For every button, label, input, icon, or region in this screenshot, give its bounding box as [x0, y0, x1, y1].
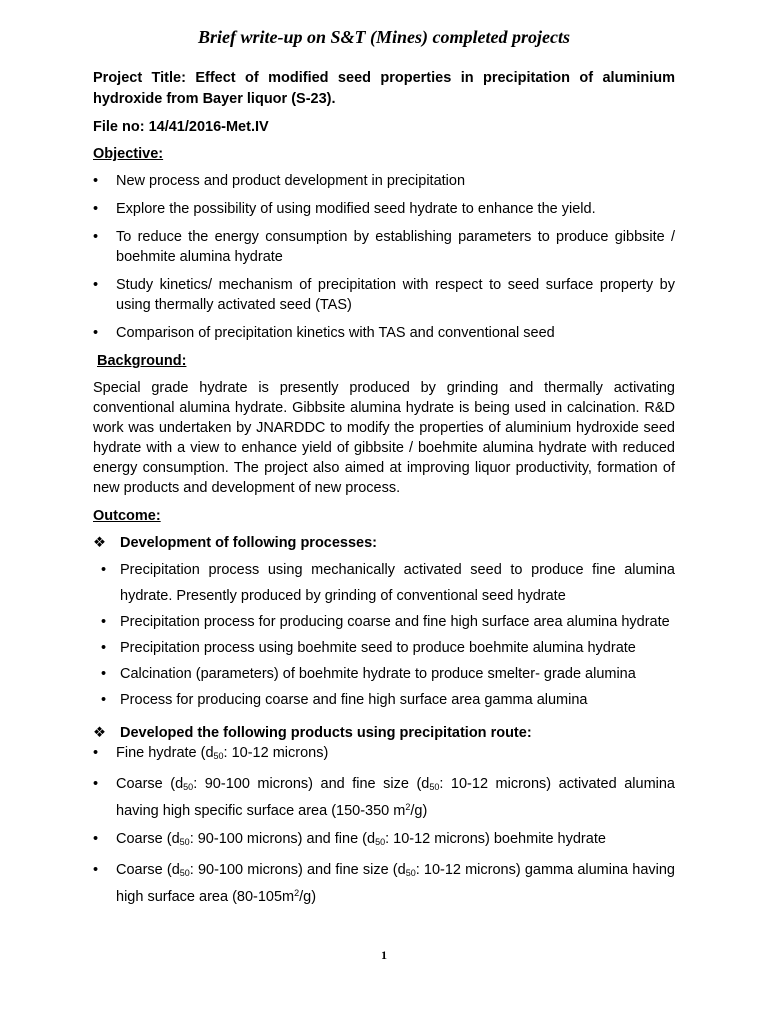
bullet-icon: • — [93, 229, 99, 245]
bullet-icon: • — [93, 831, 99, 847]
list-item: • Coarse ($d_{50}$: 90-100 microns) and fine size ($d_{50}$: 10-12 microns) gamma alumina having high surface area $(80-105m^2/g)$ — [93, 862, 675, 905]
processes-heading: ❖ Development of following processes: — [93, 535, 378, 551]
bullet-icon: • — [93, 325, 99, 341]
list-item: • Precipitation process using mechanically activated seed to produce fine alumina hydrate. Presently produced by grinding of conventional seed hydrate — [93, 557, 675, 609]
bullet-icon: • — [101, 562, 107, 578]
outcome-heading: Outcome: — [93, 508, 161, 524]
file-number: File no: 14/41/2016-Met.IV — [93, 119, 269, 135]
processes-list — [93, 557, 675, 713]
list-item: • Comparison of precipitation kinetics with TAS and conventional seed — [93, 325, 555, 341]
list-item: • Study kinetics/ mechanism of precipitation with respect to seed surface property by using thermally activated seed (TAS) — [93, 277, 675, 313]
bullet-icon: • — [93, 173, 99, 189]
list-item: • Calcination (parameters) of boehmite hydrate to produce smelter- grade alumina — [93, 661, 675, 687]
page-number: 1 — [381, 948, 387, 962]
bullet-icon: • — [93, 776, 99, 792]
bullet-icon: • — [101, 666, 107, 682]
background-heading: Background: — [97, 353, 187, 369]
list-item: • Process for producing coarse and fine high surface area gamma alumina — [93, 687, 675, 713]
list-item: • Explore the possibility of using modified seed hydrate to enhance the yield. — [93, 201, 596, 217]
objective-heading: Objective: — [93, 146, 164, 162]
list-item: • Precipitation process for producing coarse and fine high surface area alumina hydrate — [93, 609, 675, 635]
objective-list — [93, 171, 675, 343]
diamond-bullet-icon: ❖ — [93, 535, 106, 551]
document-body — [93, 68, 675, 907]
background-text: Special grade hydrate is presently produced by grinding and thermally activating conventional alumina hydrate. Gibbsite alumina hydrate is being used in calcination. R&D work was undertaken by JNARDDC to modify the properties of aluminium hydroxide seed hydrate with a view to enhance yield of gibbsite / boehmite alumina hydrate with reduced energy consumption. The project also aimed at improving liquor productivity, formation of new products and development of new process. — [93, 380, 675, 496]
bullet-icon: • — [93, 201, 99, 217]
list-item: • Precipitation process using boehmite seed to produce boehmite alumina hydrate — [93, 635, 675, 661]
list-item: • Fine hydrate ($d_{50}$: 10-12 microns) — [93, 745, 329, 761]
list-item: • New process and product development in precipitation — [93, 173, 466, 189]
bullet-icon: • — [101, 640, 107, 656]
list-item: • Coarse ($d_{50}$: 90-100 microns) and fine ($d_{50}$: 10-12 microns) boehmite hydrate — [93, 831, 606, 847]
bullet-icon: • — [101, 692, 107, 708]
page-header: Brief write-up on S&T (Mines) completed projects — [198, 27, 570, 47]
products-heading: ❖ Developed the following products using precipitation route: — [93, 725, 532, 741]
project-title: Project Title: Effect of modified seed properties in precipitation of aluminium hydroxide from Bayer liquor (S-23). — [93, 70, 675, 107]
products-list — [93, 743, 675, 907]
bullet-icon: • — [101, 614, 107, 630]
list-item: • To reduce the energy consumption by establishing parameters to produce gibbsite / boehmite alumina hydrate — [93, 229, 675, 265]
list-item: • Coarse ($d_{50}$: 90-100 microns) and fine size ($d_{50}$: 10-12 microns) activated alumina having high specific surface area (150-350 $m^2/g$) — [93, 776, 675, 819]
diamond-bullet-icon: ❖ — [93, 725, 106, 741]
bullet-icon: • — [93, 277, 99, 293]
bullet-icon: • — [93, 862, 99, 878]
bullet-icon: • — [93, 745, 99, 761]
